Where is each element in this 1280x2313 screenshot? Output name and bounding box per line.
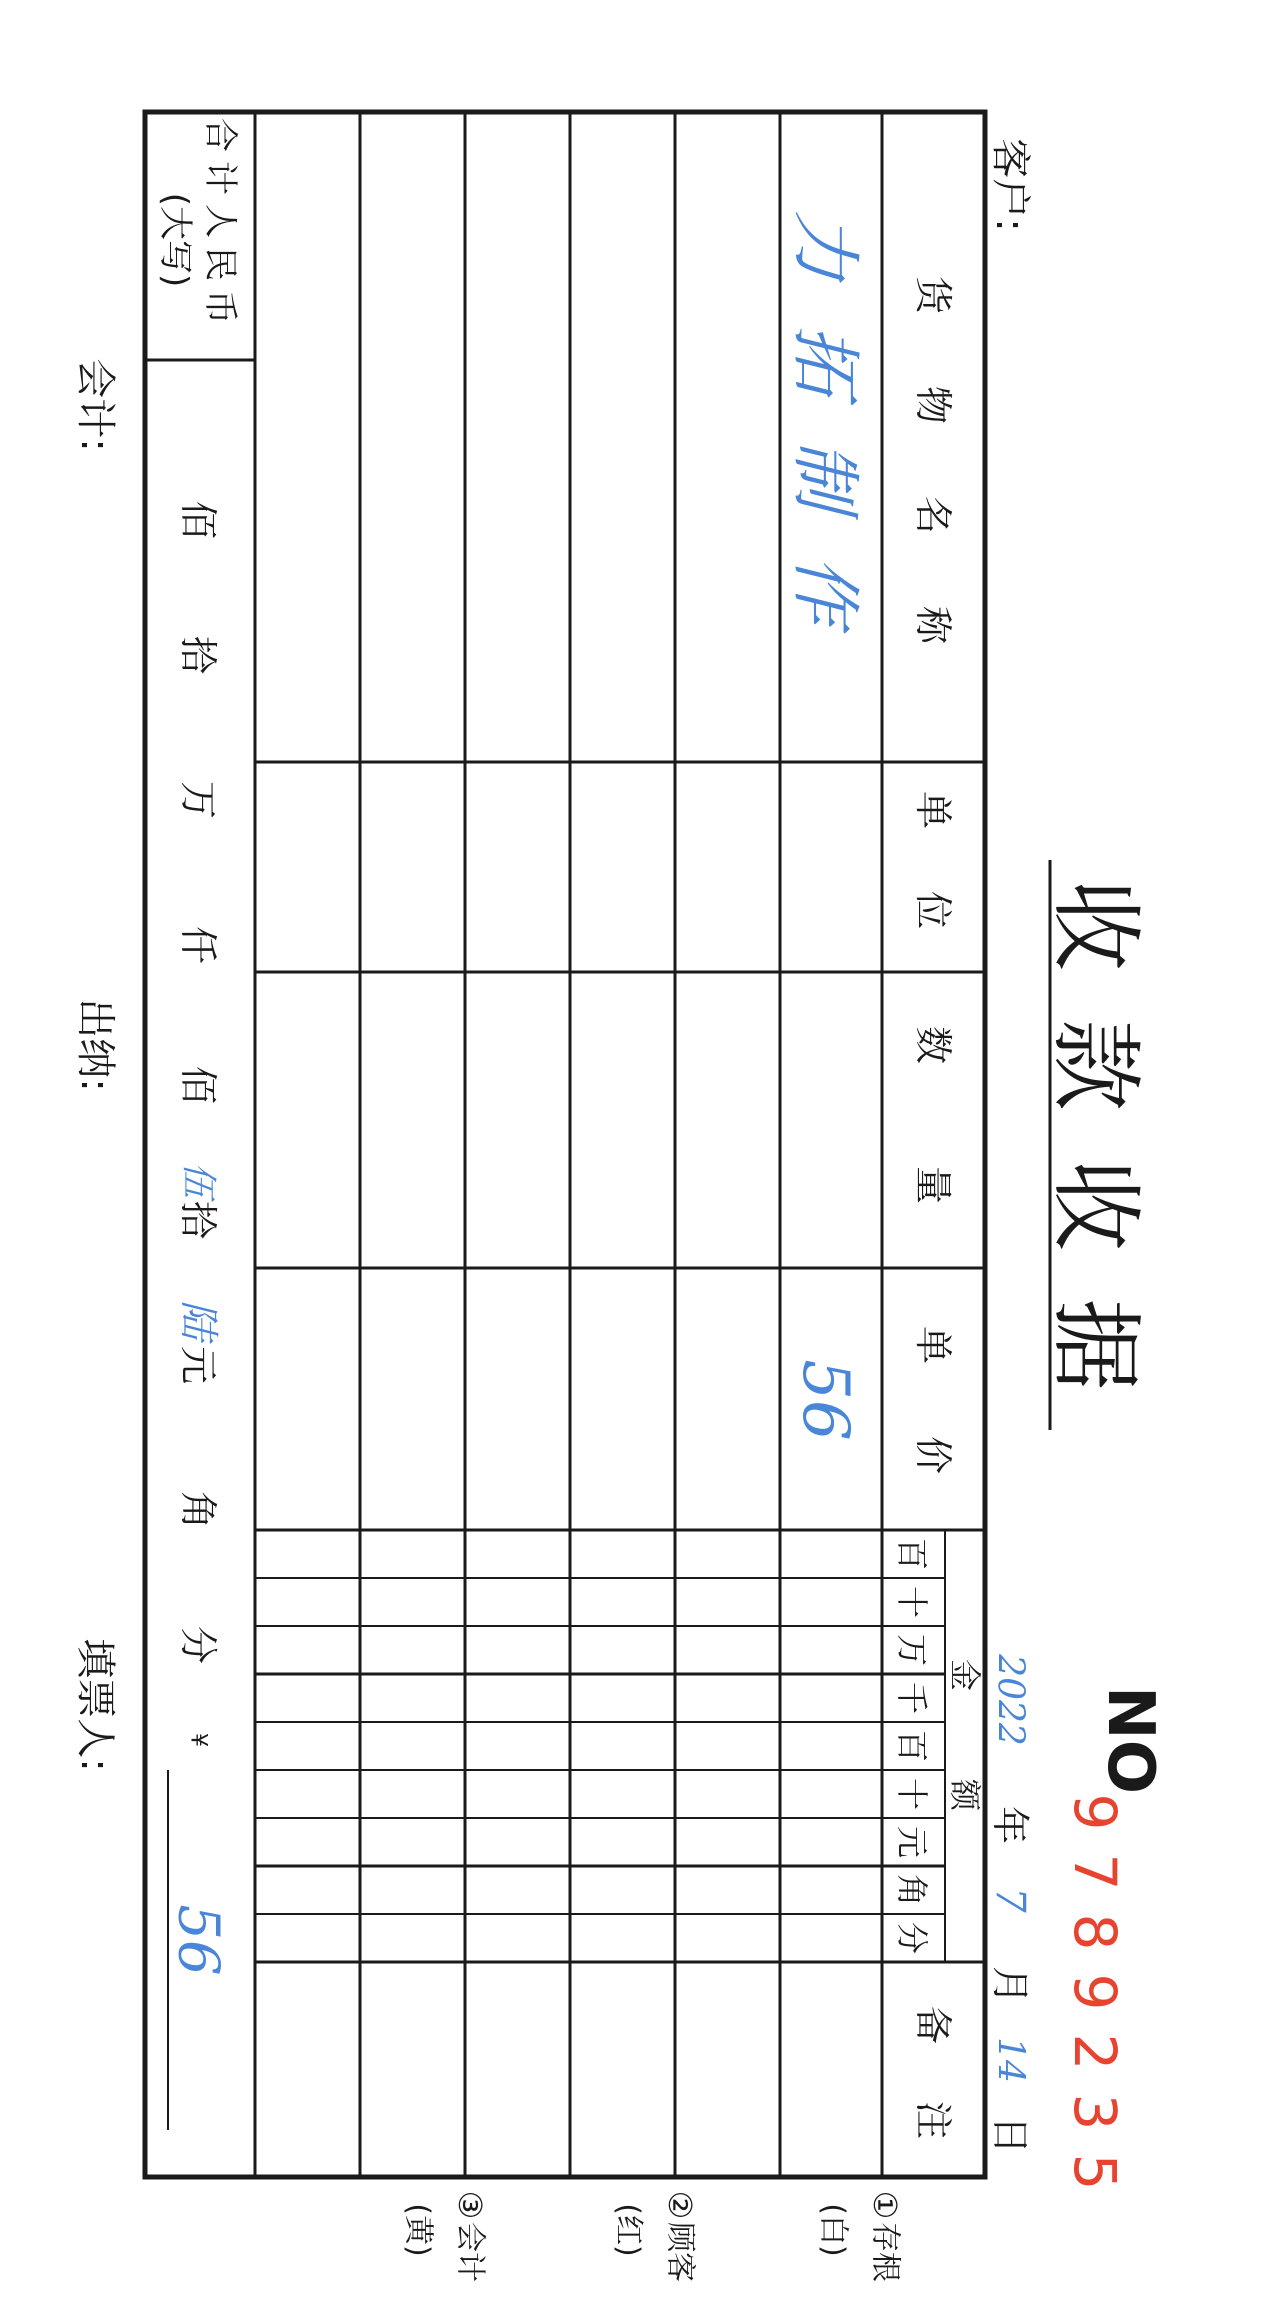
total-handwritten-yuan: 陆	[175, 1300, 221, 1340]
receipt-number: 5	[1061, 2153, 1129, 2191]
total-label-line1: 人	[200, 204, 240, 238]
total-handwritten-value: 56	[165, 1904, 231, 1976]
header-unit: 位	[911, 890, 955, 930]
customer-label: 客户:	[987, 138, 1033, 232]
total-label-line1: 民	[200, 247, 240, 281]
date-year-handwritten: 2022	[989, 1654, 1031, 1746]
footer-issuer: 填票人:	[72, 1638, 118, 1772]
total-unit: 仟	[176, 925, 220, 965]
header-price: 单	[911, 1325, 955, 1365]
copy-color: (黄)	[400, 2203, 436, 2257]
header-unit: 单	[911, 790, 955, 830]
row-1-goods: 作	[784, 555, 866, 625]
date-day-handwritten: 14	[989, 2037, 1031, 2083]
digit-header: 百	[893, 1537, 931, 1571]
receipt-number: 3	[1061, 2093, 1129, 2131]
header-amount: 额	[946, 1778, 984, 1812]
yen-mark: ¥	[185, 1733, 211, 1747]
header-note: 注	[911, 2100, 955, 2140]
row-1-goods: 制	[784, 440, 866, 510]
digit-header: 十	[893, 1585, 931, 1619]
total-unit: 拾	[176, 635, 220, 675]
header-qty: 数	[911, 1025, 955, 1065]
footer-cashier: 出纳:	[72, 998, 118, 1092]
receipt-title: 收	[1041, 1158, 1149, 1252]
receipt-number: 9	[1061, 1973, 1129, 2011]
receipt-number: 7	[1061, 1853, 1129, 1891]
receipt-number: 9	[1061, 1793, 1129, 1831]
digit-header: 角	[893, 1873, 931, 1907]
date-month-label: 月	[988, 1965, 1032, 2005]
total-label-line2: (大写)	[155, 192, 195, 288]
row-1-goods: 力	[784, 210, 866, 280]
copy-name: 存根	[867, 2222, 903, 2282]
copy-number: ③	[451, 2190, 489, 2220]
date-year-label: 年	[988, 1805, 1032, 1845]
header-note: 备	[911, 2005, 955, 2045]
total-unit: 佰	[176, 1065, 220, 1105]
copy-name: 顾客	[662, 2222, 698, 2282]
header-goods: 称	[911, 605, 955, 645]
copy-number: ①	[866, 2190, 904, 2220]
digit-header: 元	[893, 1825, 931, 1859]
total-unit: 分	[176, 1625, 220, 1665]
copy-number: ②	[661, 2190, 699, 2220]
row-1-price: 56	[788, 1359, 862, 1441]
total-handwritten-shi: 伍	[177, 1161, 219, 1199]
receipt-number: 2	[1061, 2033, 1129, 2071]
header-qty: 量	[911, 1165, 955, 1205]
header-price: 价	[911, 1435, 955, 1475]
total-label-line1: 计	[200, 161, 240, 195]
header-goods: 物	[911, 385, 955, 425]
digit-header: 分	[893, 1921, 931, 1955]
header-goods: 名	[911, 495, 955, 535]
receipt-title: 据	[1041, 1298, 1149, 1392]
row-1-goods: 拓	[784, 325, 866, 395]
date-day-label: 日	[988, 2115, 1032, 2155]
total-label-line1: 合	[200, 118, 240, 152]
date-month-handwritten: 7	[987, 1887, 1033, 1913]
copy-name: 会计	[452, 2222, 488, 2282]
copy-color: (白)	[815, 2203, 851, 2257]
receipt-title: 款	[1041, 1018, 1149, 1112]
digit-header: 百	[893, 1729, 931, 1763]
receipt-title: 收	[1041, 878, 1149, 972]
header-amount: 金	[946, 1658, 984, 1692]
total-unit: 角	[176, 1490, 220, 1530]
digit-header: 十	[893, 1777, 931, 1811]
receipt-number-prefix: NO	[1093, 1686, 1167, 1794]
total-unit: 拾	[176, 1200, 220, 1240]
digit-header: 万	[893, 1633, 931, 1667]
total-unit: 元	[176, 1345, 220, 1385]
footer-accountant: 会计:	[72, 358, 118, 452]
header-goods: 货	[911, 275, 955, 315]
digit-header: 千	[893, 1681, 931, 1715]
receipt-number: 8	[1061, 1913, 1129, 1951]
total-unit: 佰	[176, 500, 220, 540]
total-label-line1: 币	[200, 290, 240, 324]
total-unit: 万	[176, 780, 220, 820]
copy-color: (红)	[610, 2203, 646, 2257]
